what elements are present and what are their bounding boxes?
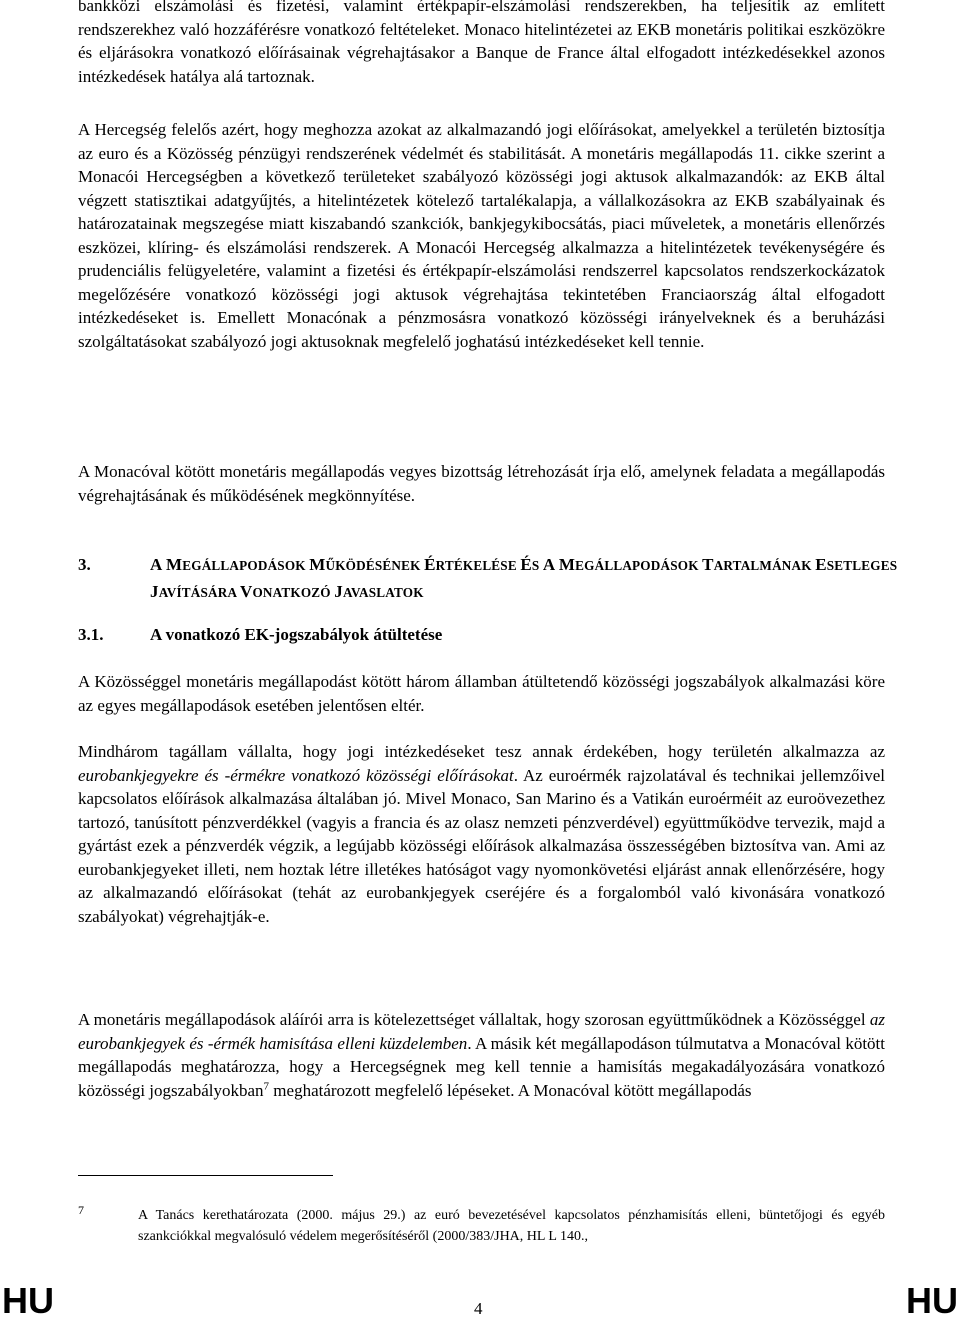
subsection-number: 3.1. [78,625,104,644]
page-number: 4 [474,1299,483,1318]
paragraph-text: A Hercegség felelős azért, hogy meghozza azokat az alkalmazandó jogi előírásokat, amelyekkel a területén biztosítja az euro és a Közösség pénzügyi rendszerének védelmét és stabilitását. A monetáris megállapodás 11. cikke szerint a Monacói Hercegségben a következő területeket szabályozó közösségi jogi aktusok alkalmazandók: az EKB által végzett statisztikai adatgyűjtés, a hitelintézetek kötelező tartalékalapja, a vállalkozásokra az EKB szabályainak és határozatainak megszegése miatt kiszabandó szankciók, bankjegykibocsátás, piaci műveletek, a monetáris ellenőrzés eszközei, klíring- és elszámolási rendszerek. A Monacói Hercegség alkalmazza a hitelintézetek tevékenységére és prudenciális felügyeletére, valamint a fizetési és értékpapír-elszámolási rendszerrel kapcsolatos rendszerkockázatok megelőzésére vonatkozó közösségi jogi aktusok végrehajtása tekintetében Franciaország által elfogadott intézkedéseket is. Emellett Monacónak a pénzmosásra vonatkozó közösségi irányelveknek és a beruházási szolgáltatásokat szabályozó jogi aktusoknak megfelelő joghatású intézkedéseket kell tennie. [78,120,885,351]
paragraph-euro-coins [78,740,885,928]
paragraph-scope [78,670,885,717]
paragraph-text [78,740,885,928]
paragraph-text: A Monacóval kötött monetáris megállapodás vegyes bizottság létrehozását írja elő, amelynek feladata a megállapodás végrehajtásának és működésének megkönnyítése. [78,462,885,505]
paragraph-joint-committee [78,460,885,507]
subsection-title: A vonatkozó EK-jogszabályok átültetése [150,625,443,644]
paragraph-text: A Közösséggel monetáris megállapodást kötött három államban átültetendő közösségi jogszabályok alkalmazási köre az egyes megállapodások esetében jelentősen eltér. [78,672,885,715]
paragraph-text: bankközi elszámolási és fizetési, valamint értékpapír-elszámolási rendszerekben, ha teljesítik az említett rendszerekhez való hozzáférésre vonatkozó feltételeket. Monaco hitelintézetei az EKB monetáris politikai eszközökre és eljárásokra vonatkozó előírásainak végrehajtásakor a Banque de France által elfogadott intézkedésekkel azonos intézkedések hatálya alá tartoznak. [78,0,885,86]
section-title [150,552,910,606]
paragraph-text [78,1008,885,1102]
paragraph-principality-obligations [78,118,885,353]
footnote-text: A Tanács kerethatározata (2000. május 29.) az euró bevezetésével kapcsolatos pénzhamisítás elleni, büntetőjogi és egyéb szankciókkal megvalósuló védelem megerősítéséről (2000/383/JHA, HL L 140., [138,1208,885,1244]
language-code-left: HU [2,1280,54,1321]
section-title-smallcaps: A MEGÁLLAPODÁSOK MŰKÖDÉSÉNEK ÉRTÉKELÉSE ÉS A MEGÁLLAPODÁSOK TARTALMÁNAK ESETLEGES JAVÍTÁSÁRA VONATKOZÓ JAVASLATOK [150,555,898,601]
text-run: A monetáris megállapodások aláírói arra is kötelezettséget vállaltak, hogy szorosan együttműködnek a Közösséggel [78,1010,870,1029]
text-run: . A másik két megállapodáson túlmutatva a Monacóval kötött megállapodás meghatározza, hogy a Hercegségnek meg kell tennie a hamisítás megakadályozására vonatkozó közösségi jogszabályokban [78,1033,885,1100]
text-run: Mindhárom tagállam vállalta, hogy jogi intézkedéseket tesz annak érdekében, hogy területén alkalmazza az [78,742,885,761]
text-run: . Az euroérmék rajzolatával és technikai jellemzőivel kapcsolatos előírások alkalmazása általában jó. Mivel Monaco, San Marino és a Vatikán euroérméit az euroövezethez tartozó, tanúsított pénzverdékkel (vagyis a francia és az olasz nemzeti pénzverdével) együttműködve tervezik, majd a gyártást ezek a pénzverdék végzik, a legújabb közösségi előírások alkalmazása összességében biztosítva van. Ami az eurobankjegyeket illeti, nem hoztak létre illetékes hatóságot vagy nyomonkövetési eljárást annak ellenőrzésére, hogy az alkalmazandó előírásokat (tehát az eurobankjegyek cseréjére és a forgalomból való kivonására vonatkozó szabályokat) végrehajtják-e. [78,765,885,926]
paragraph-counterfeiting [78,1008,885,1102]
language-code-right: HU [906,1280,958,1321]
paragraph-bank-settlement [78,0,885,88]
text-run: meghatározott megfelelő lépéseket. A Monacóval kötött megállapodás [269,1080,752,1100]
section-number: 3. [78,555,91,574]
footnote-reference[interactable]: 7 [263,1079,270,1092]
footnote-separator [78,1175,333,1176]
footnote-number: 7 [78,1203,84,1217]
italic-run: az eurobankjegyek és -érmék hamisítása elleni küzdelemben [78,1010,885,1053]
italic-run: eurobankjegyekre és -érmékre vonatkozó közösségi előírásokat [78,765,514,785]
